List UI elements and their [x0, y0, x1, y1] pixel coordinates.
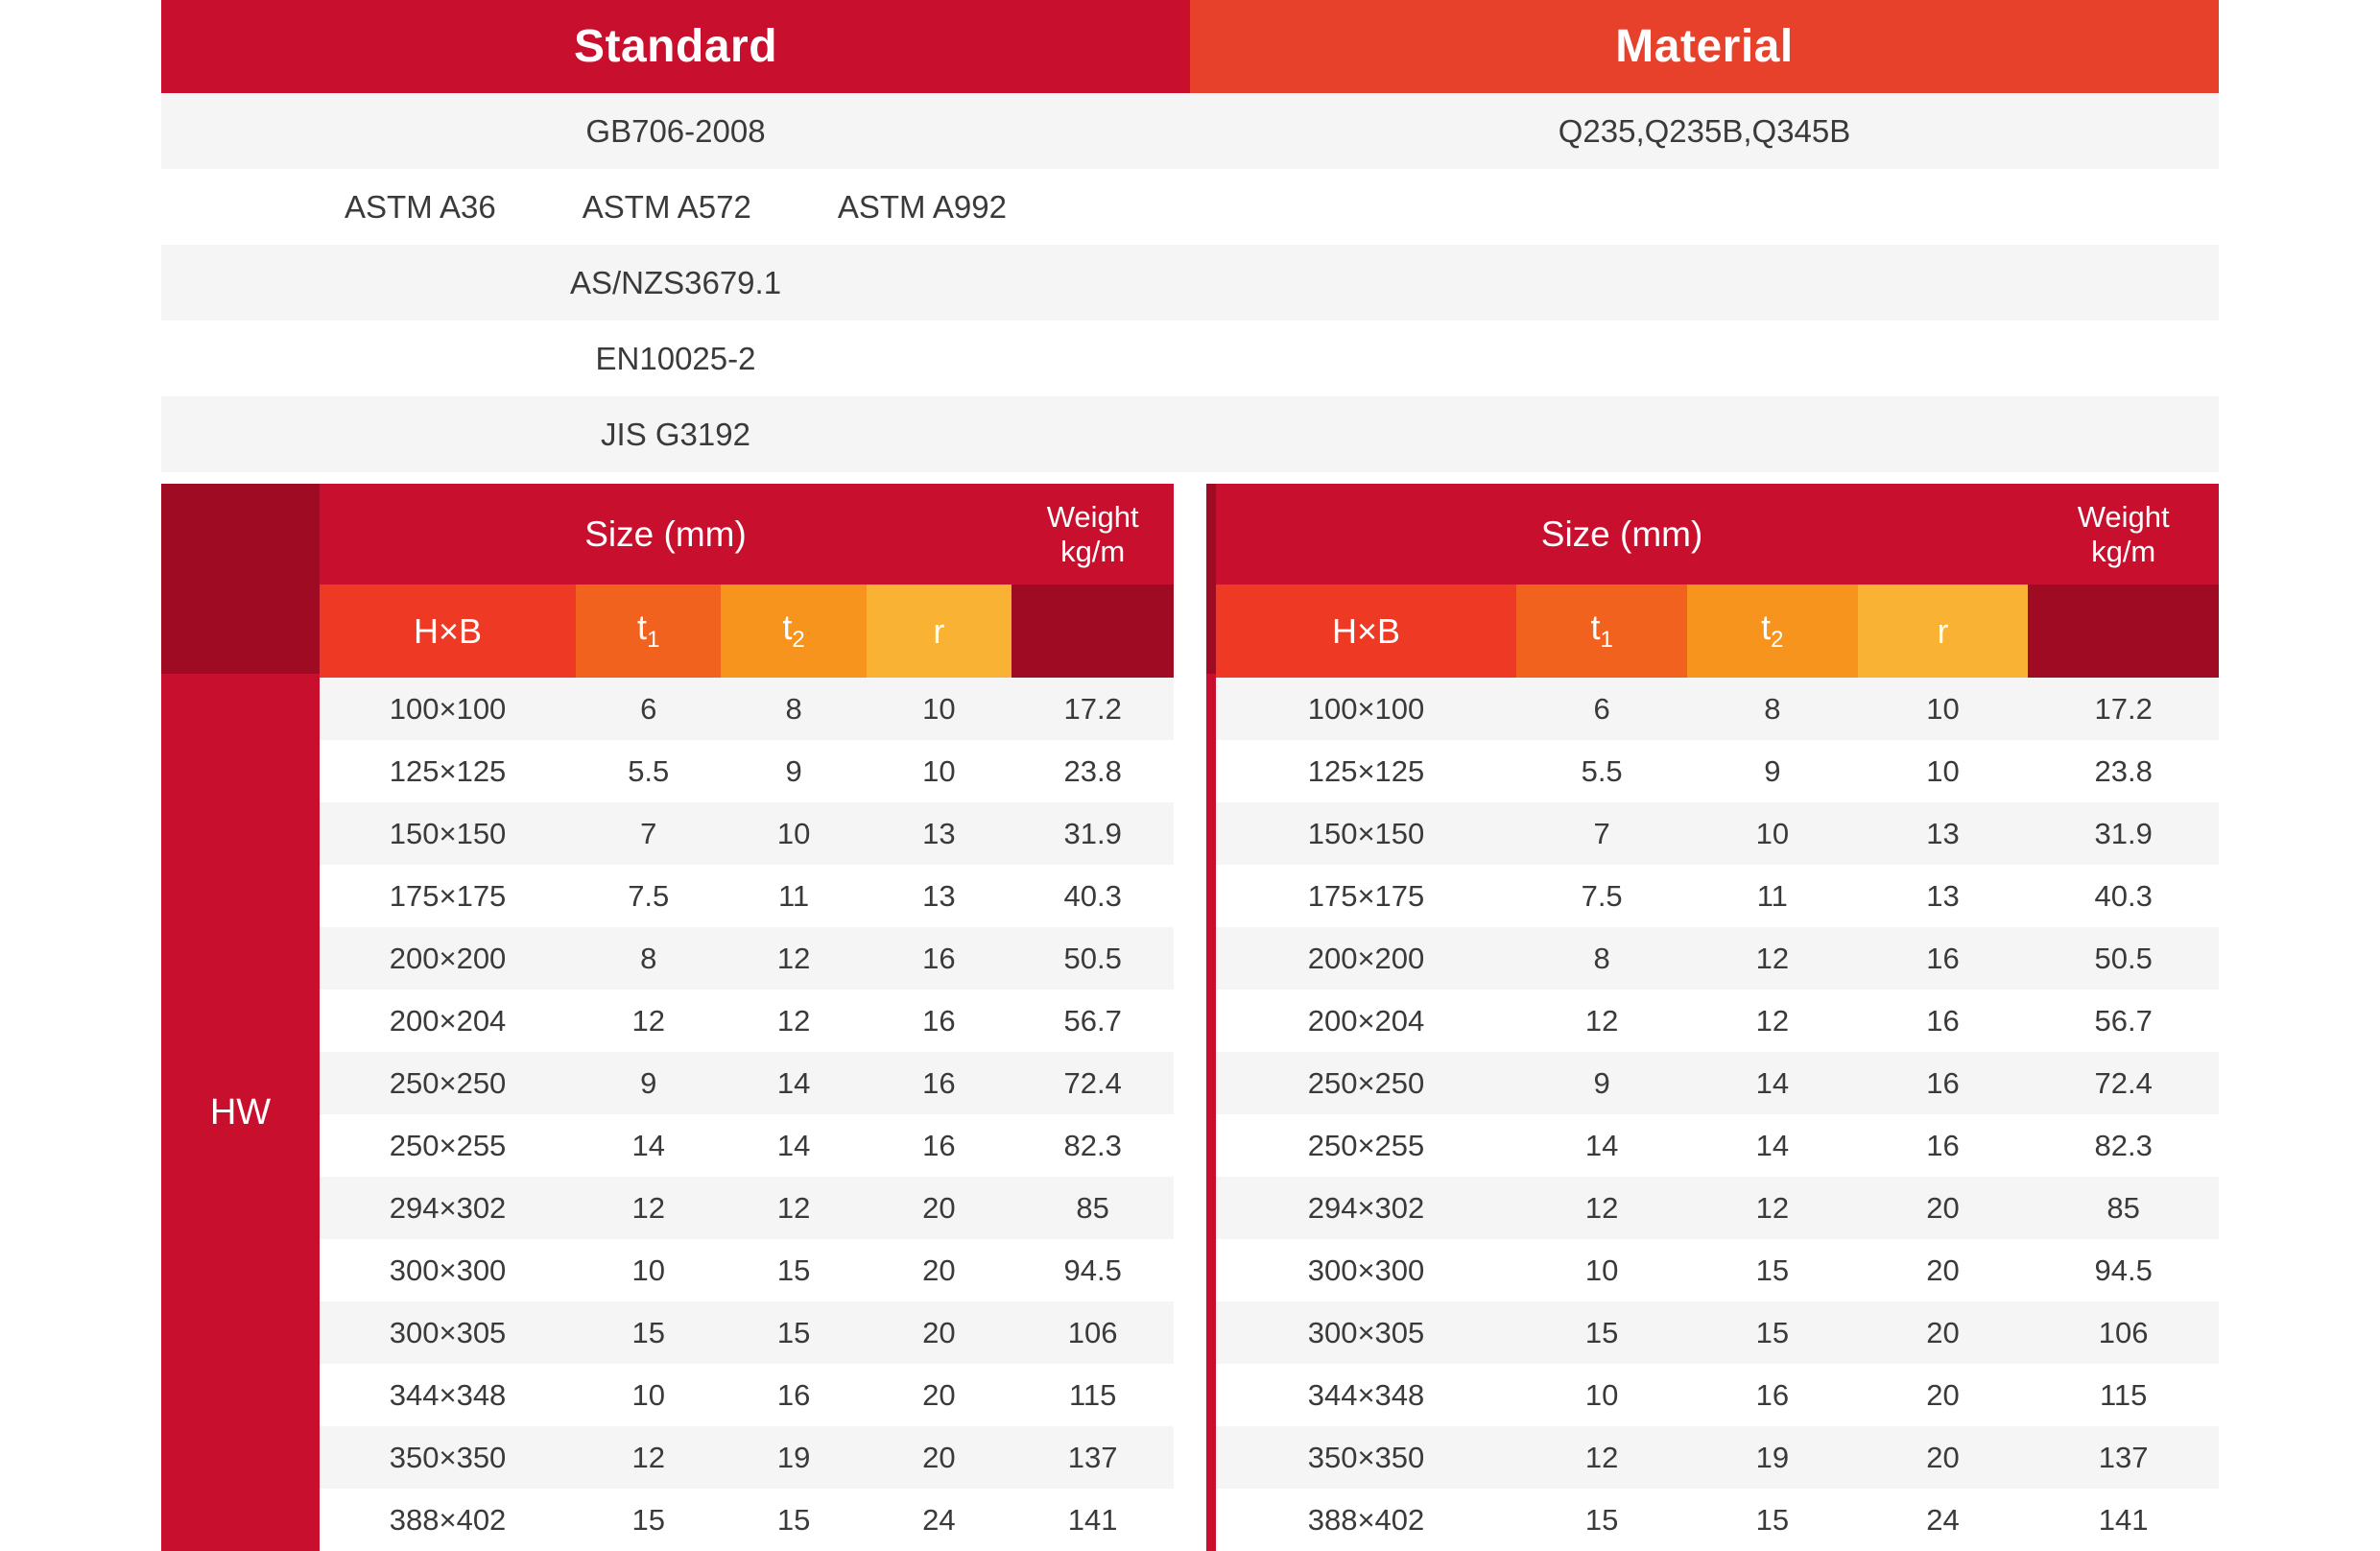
cell-t2: 19	[1687, 1426, 1858, 1489]
cell-weight: 40.3	[1012, 865, 1174, 927]
header-h-x-b: H×B	[320, 585, 576, 678]
cell-t2: 10	[1687, 802, 1858, 865]
cell-weight: 94.5	[2028, 1239, 2219, 1301]
cell-weight: 115	[1012, 1364, 1174, 1426]
cell-r: 20	[867, 1426, 1012, 1489]
cell-r: 10	[867, 740, 1012, 802]
cell-t1: 8	[1516, 927, 1687, 990]
cell-r: 16	[867, 1052, 1012, 1114]
header-weight-spacer	[2028, 585, 2219, 678]
cell-t2: 14	[721, 1114, 866, 1177]
cell-weight: 82.3	[2028, 1114, 2219, 1177]
cell-hb: 294×302	[320, 1177, 576, 1239]
cell-weight: 106	[1012, 1301, 1174, 1364]
cell-t2: 14	[1687, 1114, 1858, 1177]
cell-r: 20	[867, 1364, 1012, 1426]
spec-block-right	[1206, 484, 2219, 1551]
cell-weight: 17.2	[2028, 678, 2219, 740]
cell-hb: 200×204	[1216, 990, 1517, 1052]
material-cell	[1190, 169, 2219, 245]
cell-weight: 72.4	[2028, 1052, 2219, 1114]
cell-r: 10	[1858, 740, 2029, 802]
standard-material-table	[161, 0, 2219, 472]
cell-r: 10	[1858, 678, 2029, 740]
cell-t2: 14	[721, 1052, 866, 1114]
material-cell	[1190, 321, 2219, 396]
cell-hb: 350×350	[1216, 1426, 1517, 1489]
cell-t1: 15	[576, 1301, 721, 1364]
header-r: r	[1858, 585, 2029, 678]
spec-tables-container	[161, 484, 2219, 1551]
table-row	[320, 678, 1174, 740]
header-t2-subscript: 2	[792, 627, 805, 654]
cell-hb: 300×305	[320, 1301, 576, 1364]
header-h-x-b: H×B	[1216, 585, 1517, 678]
cell-weight: 85	[1012, 1177, 1174, 1239]
cell-t1: 12	[576, 1426, 721, 1489]
cell-t1: 15	[1516, 1301, 1687, 1364]
standard-astm-a572: ASTM A572	[582, 188, 751, 225]
series-label-hw-left: HW	[209, 1091, 272, 1133]
cell-t2: 15	[721, 1489, 866, 1551]
hw-spec-table-left	[320, 484, 1174, 1551]
cell-r: 20	[1858, 1239, 2029, 1301]
cell-weight: 40.3	[2028, 865, 2219, 927]
cell-t2: 12	[721, 1177, 866, 1239]
header-weight-line1: Weight	[2077, 499, 2170, 534]
table-row	[1216, 1489, 2219, 1551]
table-row	[161, 321, 2219, 396]
table-row	[320, 802, 1174, 865]
table-row	[320, 1489, 1174, 1551]
cell-weight: 82.3	[1012, 1114, 1174, 1177]
cell-hb: 100×100	[320, 678, 576, 740]
cell-t1: 9	[576, 1052, 721, 1114]
standard-cell-astm	[161, 169, 1190, 245]
cell-weight: 31.9	[1012, 802, 1174, 865]
table-row	[320, 1177, 1174, 1239]
cell-t2: 9	[1687, 740, 1858, 802]
table-row	[1216, 1052, 2219, 1114]
header-t1	[1516, 585, 1687, 678]
cell-r: 16	[1858, 927, 2029, 990]
cell-hb: 100×100	[1216, 678, 1517, 740]
cell-t2: 15	[1687, 1489, 1858, 1551]
cell-t2: 9	[721, 740, 866, 802]
cell-hb: 150×150	[320, 802, 576, 865]
standard-material-body	[161, 93, 2219, 472]
cell-t2: 14	[1687, 1052, 1858, 1114]
series-label-hw-right	[1206, 674, 1216, 1551]
spec-main-left	[320, 484, 1174, 1551]
cell-t2: 12	[1687, 1177, 1858, 1239]
series-label-column-right	[1206, 484, 1216, 1551]
cell-t1: 14	[576, 1114, 721, 1177]
hw-spec-body-right	[1216, 678, 2219, 1551]
spec-column-header-row	[320, 585, 1174, 678]
cell-t2: 11	[721, 865, 866, 927]
cell-t2: 8	[1687, 678, 1858, 740]
table-row	[1216, 1364, 2219, 1426]
cell-t1: 10	[1516, 1239, 1687, 1301]
header-standard: Standard	[161, 0, 1190, 93]
cell-t2: 15	[1687, 1239, 1858, 1301]
cell-hb: 200×204	[320, 990, 576, 1052]
cell-hb: 125×125	[1216, 740, 1517, 802]
series-label-header-right	[1206, 484, 1216, 674]
table-row	[320, 1239, 1174, 1301]
cell-t2: 12	[1687, 927, 1858, 990]
cell-r: 24	[867, 1489, 1012, 1551]
table-row	[1216, 1301, 2219, 1364]
table-row	[320, 740, 1174, 802]
cell-hb: 200×200	[320, 927, 576, 990]
material-cell: Q235,Q235B,Q345B	[1190, 93, 2219, 169]
cell-hb: 125×125	[320, 740, 576, 802]
cell-r: 20	[867, 1301, 1012, 1364]
cell-r: 16	[867, 927, 1012, 990]
header-t2	[1687, 585, 1858, 678]
cell-hb: 250×255	[1216, 1114, 1517, 1177]
header-t2-letter: t	[782, 608, 793, 648]
cell-weight: 31.9	[2028, 802, 2219, 865]
cell-r: 16	[867, 990, 1012, 1052]
cell-weight: 115	[2028, 1364, 2219, 1426]
cell-t1: 6	[1516, 678, 1687, 740]
cell-hb: 250×250	[320, 1052, 576, 1114]
table-row	[161, 93, 2219, 169]
cell-t1: 8	[576, 927, 721, 990]
cell-t1: 10	[576, 1364, 721, 1426]
cell-r: 20	[1858, 1426, 2029, 1489]
table-row	[320, 1364, 1174, 1426]
table-row	[1216, 1114, 2219, 1177]
material-cell	[1190, 396, 2219, 472]
cell-weight: 141	[2028, 1489, 2219, 1551]
cell-hb: 344×348	[1216, 1364, 1517, 1426]
cell-hb: 294×302	[1216, 1177, 1517, 1239]
header-t2-letter: t	[1761, 608, 1772, 648]
cell-weight: 56.7	[2028, 990, 2219, 1052]
cell-r: 10	[867, 678, 1012, 740]
table-row	[320, 1426, 1174, 1489]
cell-r: 13	[1858, 865, 2029, 927]
standard-astm-a992: ASTM A992	[837, 188, 1007, 225]
spec-group-header-row	[1216, 484, 2219, 585]
cell-t1: 12	[1516, 990, 1687, 1052]
header-weight-line2: kg/m	[1060, 534, 1126, 568]
cell-t1: 10	[576, 1239, 721, 1301]
standard-astm-a36: ASTM A36	[345, 188, 496, 225]
cell-hb: 175×175	[320, 865, 576, 927]
table-row	[1216, 1426, 2219, 1489]
cell-t2: 12	[721, 990, 866, 1052]
cell-t1: 7	[576, 802, 721, 865]
cell-hb: 175×175	[1216, 865, 1517, 927]
cell-t1: 12	[1516, 1177, 1687, 1239]
cell-r: 20	[1858, 1301, 2029, 1364]
cell-t2: 16	[1687, 1364, 1858, 1426]
cell-t1: 7.5	[1516, 865, 1687, 927]
cell-r: 16	[1858, 1114, 2029, 1177]
cell-weight: 50.5	[2028, 927, 2219, 990]
cell-weight: 94.5	[1012, 1239, 1174, 1301]
header-t1-letter: t	[637, 608, 648, 648]
header-size-mm: Size (mm)	[1216, 484, 2029, 585]
header-t2-subscript: 2	[1771, 627, 1784, 654]
hw-spec-body-left	[320, 678, 1174, 1551]
cell-t2: 12	[1687, 990, 1858, 1052]
header-weight	[1012, 484, 1174, 585]
hw-spec-table-right	[1216, 484, 2219, 1551]
cell-t2: 8	[721, 678, 866, 740]
cell-r: 13	[867, 802, 1012, 865]
table-row	[320, 1301, 1174, 1364]
cell-t1: 15	[576, 1489, 721, 1551]
cell-weight: 85	[2028, 1177, 2219, 1239]
cell-t2: 10	[721, 802, 866, 865]
cell-weight: 72.4	[1012, 1052, 1174, 1114]
table-row	[161, 169, 2219, 245]
spec-group-header-row	[320, 484, 1174, 585]
cell-r: 16	[867, 1114, 1012, 1177]
cell-hb: 200×200	[1216, 927, 1517, 990]
cell-t1: 5.5	[576, 740, 721, 802]
cell-t1: 12	[1516, 1426, 1687, 1489]
table-row	[1216, 865, 2219, 927]
cell-r: 20	[1858, 1177, 2029, 1239]
cell-r: 13	[1858, 802, 2029, 865]
cell-t1: 5.5	[1516, 740, 1687, 802]
series-label-column-left	[161, 484, 320, 1551]
cell-t1: 10	[1516, 1364, 1687, 1426]
table-row	[1216, 802, 2219, 865]
cell-hb: 388×402	[320, 1489, 576, 1551]
cell-t1: 9	[1516, 1052, 1687, 1114]
cell-hb: 388×402	[1216, 1489, 1517, 1551]
cell-t1: 6	[576, 678, 721, 740]
cell-t1: 7	[1516, 802, 1687, 865]
spec-blocks-divider	[1174, 484, 1205, 1551]
spec-column-header-row	[1216, 585, 2219, 678]
header-t1-subscript: 1	[647, 627, 660, 654]
table-row	[320, 865, 1174, 927]
cell-hb: 250×250	[1216, 1052, 1517, 1114]
header-weight-line1: Weight	[1046, 499, 1139, 534]
cell-r: 20	[867, 1239, 1012, 1301]
header-weight	[2028, 484, 2219, 585]
header-t1	[576, 585, 721, 678]
cell-weight: 23.8	[2028, 740, 2219, 802]
header-t2	[721, 585, 866, 678]
table-row	[1216, 678, 2219, 740]
cell-r: 20	[867, 1177, 1012, 1239]
cell-t1: 15	[1516, 1489, 1687, 1551]
cell-hb: 300×300	[1216, 1239, 1517, 1301]
cell-hb: 344×348	[320, 1364, 576, 1426]
standard-cell: GB706-2008	[161, 93, 1190, 169]
table-row	[320, 1052, 1174, 1114]
header-t1-subscript: 1	[1600, 627, 1613, 654]
cell-t2: 15	[721, 1239, 866, 1301]
cell-r: 16	[1858, 990, 2029, 1052]
cell-t1: 12	[576, 990, 721, 1052]
cell-weight: 56.7	[1012, 990, 1174, 1052]
table-row	[320, 1114, 1174, 1177]
standard-cell: AS/NZS3679.1	[161, 245, 1190, 321]
header-size-mm: Size (mm)	[320, 484, 1012, 585]
table-header-row	[161, 0, 2219, 93]
header-material: Material	[1190, 0, 2219, 93]
cell-t2: 11	[1687, 865, 1858, 927]
table-row	[1216, 1177, 2219, 1239]
table-row	[1216, 740, 2219, 802]
cell-hb: 300×300	[320, 1239, 576, 1301]
table-row	[320, 927, 1174, 990]
cell-t2: 19	[721, 1426, 866, 1489]
cell-t2: 15	[1687, 1301, 1858, 1364]
cell-weight: 141	[1012, 1489, 1174, 1551]
cell-r: 16	[1858, 1052, 2029, 1114]
cell-hb: 250×255	[320, 1114, 576, 1177]
series-label-header-left	[161, 484, 320, 674]
cell-hb: 150×150	[1216, 802, 1517, 865]
cell-t2: 16	[721, 1364, 866, 1426]
table-row	[320, 990, 1174, 1052]
table-row	[1216, 927, 2219, 990]
cell-weight: 137	[1012, 1426, 1174, 1489]
cell-weight: 17.2	[1012, 678, 1174, 740]
cell-t2: 12	[721, 927, 866, 990]
header-t1-letter: t	[1590, 608, 1601, 648]
cell-weight: 137	[2028, 1426, 2219, 1489]
cell-hb: 300×305	[1216, 1301, 1517, 1364]
cell-r: 20	[1858, 1364, 2029, 1426]
table-row	[161, 396, 2219, 472]
spec-main-right	[1216, 484, 2219, 1551]
cell-hb: 350×350	[320, 1426, 576, 1489]
cell-t1: 12	[576, 1177, 721, 1239]
header-r: r	[867, 585, 1012, 678]
table-row	[161, 245, 2219, 321]
cell-weight: 50.5	[1012, 927, 1174, 990]
cell-weight: 23.8	[1012, 740, 1174, 802]
cell-r: 13	[867, 865, 1012, 927]
cell-t1: 14	[1516, 1114, 1687, 1177]
standard-cell: EN10025-2	[161, 321, 1190, 396]
table-row	[1216, 1239, 2219, 1301]
standard-cell: JIS G3192	[161, 396, 1190, 472]
cell-r: 24	[1858, 1489, 2029, 1551]
cell-weight: 106	[2028, 1301, 2219, 1364]
header-weight-spacer	[1012, 585, 1174, 678]
spec-block-left	[161, 484, 1174, 1551]
cell-t2: 15	[721, 1301, 866, 1364]
material-cell	[1190, 245, 2219, 321]
table-row	[1216, 990, 2219, 1052]
cell-t1: 7.5	[576, 865, 721, 927]
header-weight-line2: kg/m	[2091, 534, 2156, 568]
